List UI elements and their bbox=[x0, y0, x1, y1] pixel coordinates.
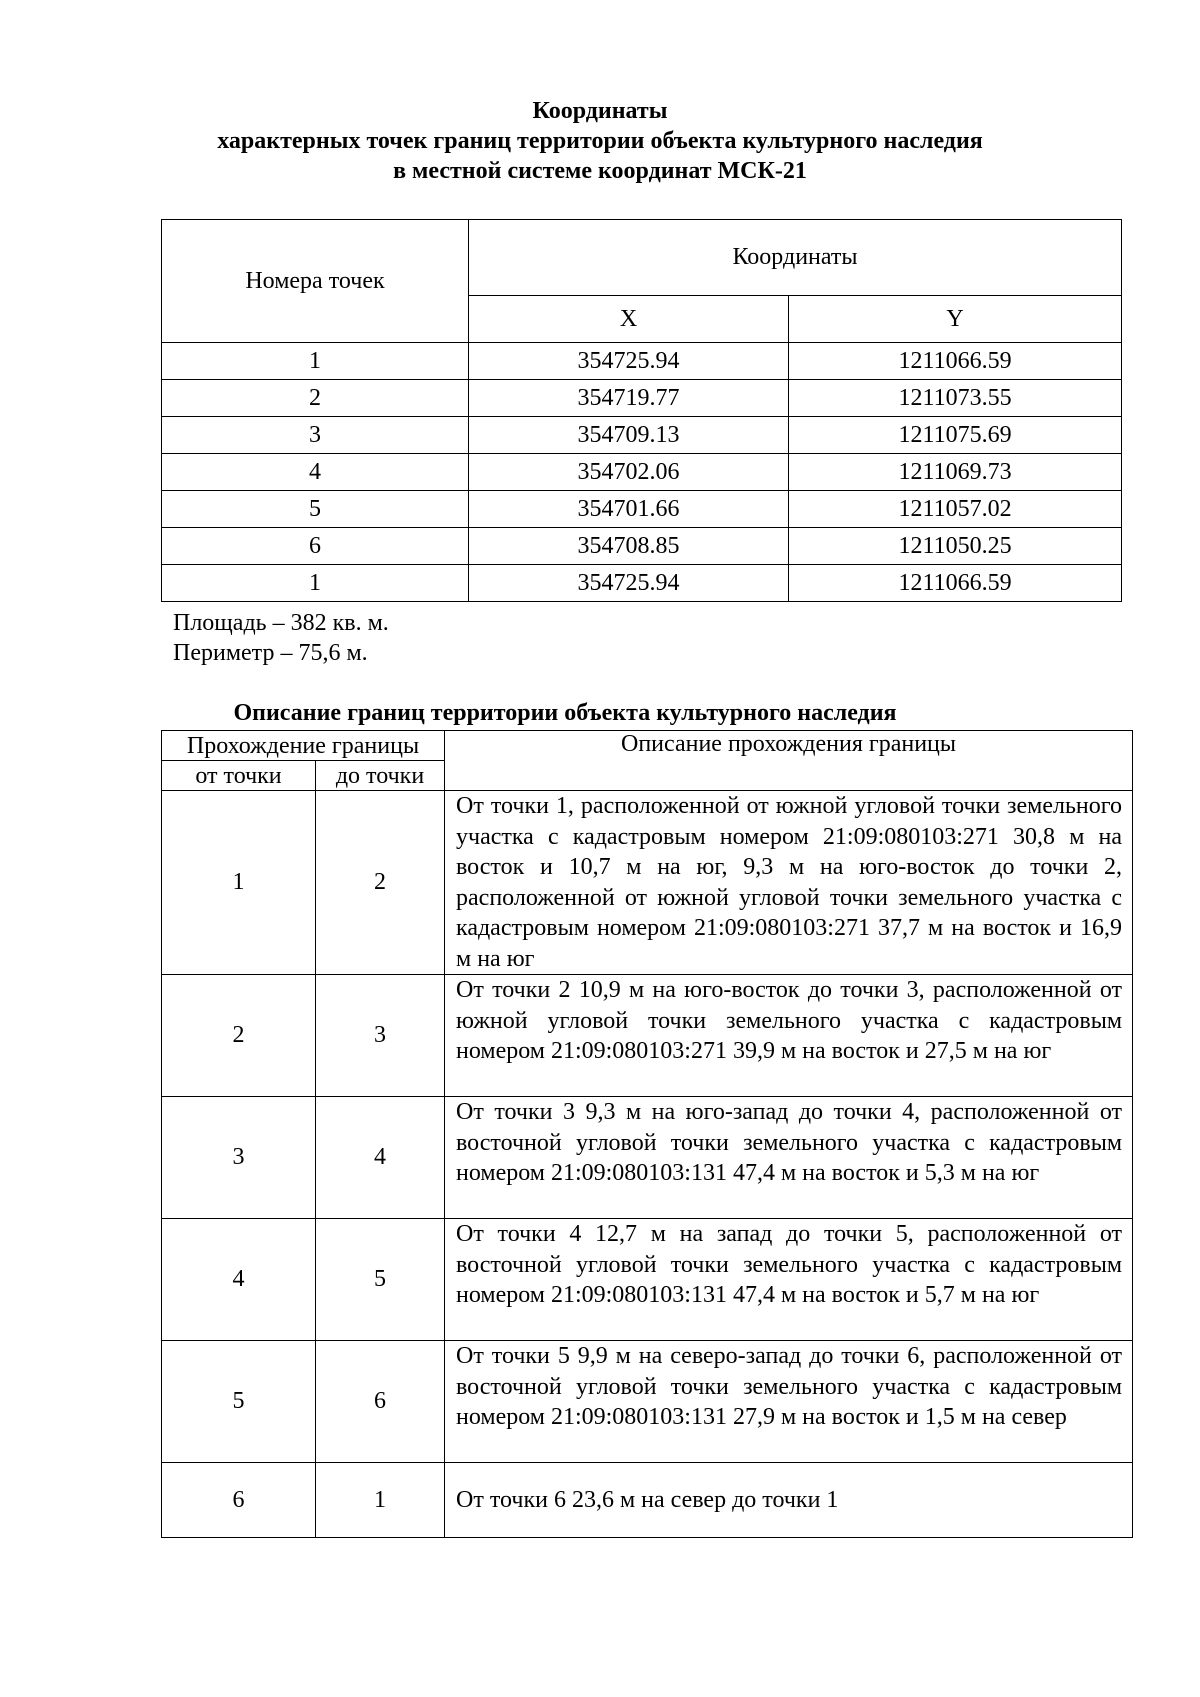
from-point: 2 bbox=[162, 975, 316, 1097]
header-to-point: до точки bbox=[316, 761, 445, 791]
to-point: 1 bbox=[316, 1463, 445, 1538]
table-row bbox=[162, 417, 1122, 454]
y-value: 1211075.69 bbox=[789, 417, 1122, 454]
description-title: Описание границ территории объекта культурного наследия bbox=[233, 700, 897, 726]
table-row bbox=[162, 1097, 1133, 1219]
table-row bbox=[162, 565, 1122, 602]
x-value: 354702.06 bbox=[469, 454, 789, 491]
table-row bbox=[162, 380, 1122, 417]
header-x: X bbox=[469, 296, 789, 343]
y-value: 1211073.55 bbox=[789, 380, 1122, 417]
to-point: 4 bbox=[316, 1097, 445, 1219]
perimeter-text: Периметр – 75,6 м. bbox=[173, 640, 368, 666]
to-point: 3 bbox=[316, 975, 445, 1097]
header-description: Описание прохождения границы bbox=[445, 731, 1133, 791]
point-number: 1 bbox=[162, 565, 469, 602]
header-from-point: от точки bbox=[162, 761, 316, 791]
x-value: 354709.13 bbox=[469, 417, 789, 454]
table-row bbox=[162, 491, 1122, 528]
y-value: 1211069.73 bbox=[789, 454, 1122, 491]
from-point: 5 bbox=[162, 1341, 316, 1463]
from-point: 6 bbox=[162, 1463, 316, 1538]
table-row bbox=[162, 1219, 1133, 1341]
description-table bbox=[161, 730, 1133, 1538]
table-row bbox=[162, 975, 1133, 1097]
boundary-description: От точки 2 10,9 м на юго-восток до точки 3, расположенной от южной угловой точки земельного участка с кадастровым номером 21:09:080103:271 39,9 м на восток и 27,5 м на юг bbox=[445, 975, 1133, 1097]
table-row bbox=[162, 528, 1122, 565]
y-value: 1211057.02 bbox=[789, 491, 1122, 528]
title-line-3: в местной системе координат МСК-21 bbox=[393, 158, 807, 184]
header-boundary-passage: Прохождение границы bbox=[162, 731, 445, 761]
page-title bbox=[0, 96, 1200, 186]
x-value: 354725.94 bbox=[469, 343, 789, 380]
title-line-2: характерных точек границ территории объекта культурного наследия bbox=[217, 128, 983, 154]
table-row bbox=[162, 454, 1122, 491]
boundary-description: От точки 6 23,6 м на север до точки 1 bbox=[445, 1463, 1133, 1538]
point-number: 3 bbox=[162, 417, 469, 454]
y-value: 1211066.59 bbox=[789, 343, 1122, 380]
summary-block bbox=[173, 608, 389, 668]
area-text: Площадь – 382 кв. м. bbox=[173, 610, 389, 636]
header-point-numbers: Номера точек bbox=[162, 220, 469, 343]
header-coordinates: Координаты bbox=[469, 220, 1122, 296]
table-row bbox=[162, 1341, 1133, 1463]
header-y: Y bbox=[789, 296, 1122, 343]
point-number: 5 bbox=[162, 491, 469, 528]
table-row bbox=[162, 1463, 1133, 1538]
from-point: 4 bbox=[162, 1219, 316, 1341]
boundary-description: От точки 1, расположенной от южной угловой точки земельного участка с кадастровым номером 21:09:080103:271 30,8 м на восток и 10,7 м на юг, 9,3 м на юго-восток до точки 2, расположенной от южной угловой точки земельного участка с кадастровым номером 21:09:080103:271 37,7 м на восток и 16,9 м на юг bbox=[445, 791, 1133, 975]
to-point: 6 bbox=[316, 1341, 445, 1463]
table-row bbox=[162, 791, 1133, 975]
point-number: 6 bbox=[162, 528, 469, 565]
title-line-1: Координаты bbox=[532, 98, 668, 124]
y-value: 1211050.25 bbox=[789, 528, 1122, 565]
boundary-description: От точки 4 12,7 м на запад до точки 5, расположенной от восточной угловой точки земельного участка с кадастровым номером 21:09:080103:131 47,4 м на восток и 5,7 м на юг bbox=[445, 1219, 1133, 1341]
from-point: 3 bbox=[162, 1097, 316, 1219]
to-point: 2 bbox=[316, 791, 445, 975]
x-value: 354708.85 bbox=[469, 528, 789, 565]
to-point: 5 bbox=[316, 1219, 445, 1341]
from-point: 1 bbox=[162, 791, 316, 975]
boundary-description: От точки 5 9,9 м на северо-запад до точки 6, расположенной от восточной угловой точки земельного участка с кадастровым номером 21:09:080103:131 27,9 м на восток и 1,5 м на север bbox=[445, 1341, 1133, 1463]
x-value: 354725.94 bbox=[469, 565, 789, 602]
table-row bbox=[162, 343, 1122, 380]
point-number: 1 bbox=[162, 343, 469, 380]
point-number: 4 bbox=[162, 454, 469, 491]
point-number: 2 bbox=[162, 380, 469, 417]
boundary-description: От точки 3 9,3 м на юго-запад до точки 4, расположенной от восточной угловой точки земельного участка с кадастровым номером 21:09:080103:131 47,4 м на восток и 5,3 м на юг bbox=[445, 1097, 1133, 1219]
x-value: 354719.77 bbox=[469, 380, 789, 417]
x-value: 354701.66 bbox=[469, 491, 789, 528]
y-value: 1211066.59 bbox=[789, 565, 1122, 602]
coordinates-table bbox=[161, 219, 1122, 602]
